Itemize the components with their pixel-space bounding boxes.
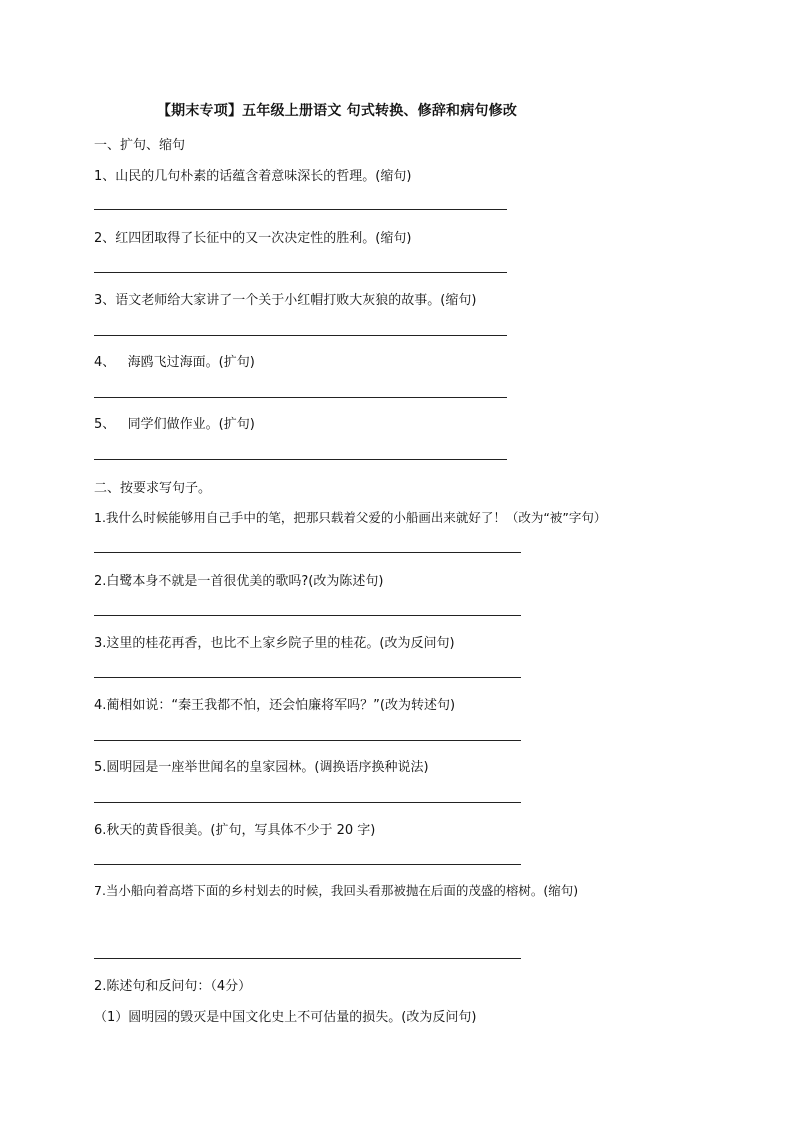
answer-line[interactable] bbox=[94, 397, 507, 398]
answer-line[interactable] bbox=[94, 864, 521, 865]
answer-line[interactable] bbox=[94, 459, 507, 460]
question-1-4: 4、 海鸥飞过海面。(扩句) bbox=[94, 355, 255, 370]
answer-line[interactable] bbox=[94, 802, 521, 803]
answer-line[interactable] bbox=[94, 677, 521, 678]
question-3-1: （1）圆明园的毁灭是中国文化史上不可估量的损失。(改为反问句) bbox=[94, 1010, 477, 1025]
answer-line[interactable] bbox=[94, 615, 521, 616]
answer-line[interactable] bbox=[94, 272, 507, 273]
question-2-6: 6.秋天的黄昏很美。(扩句，写具体不少于 20 字) bbox=[94, 823, 376, 838]
section-heading-declarative-rhetorical: 2.陈述句和反问句：（4分） bbox=[94, 979, 252, 994]
question-2-1: 1.我什么时候能够用自己手中的笔，把那只载着父爱的小船画出来就好了！（改为“被”字句） bbox=[94, 510, 607, 525]
answer-line[interactable] bbox=[94, 209, 507, 210]
section-heading-rewrite: 二、按要求写句子。 bbox=[94, 481, 212, 496]
question-2-5: 5.圆明园是一座举世闻名的皇家园林。(调换语序换种说法) bbox=[94, 760, 429, 775]
answer-line[interactable] bbox=[94, 552, 521, 553]
answer-line[interactable] bbox=[94, 740, 521, 741]
answer-line[interactable] bbox=[94, 958, 521, 959]
question-1-3: 3、语文老师给大家讲了一个关于小红帽打败大灰狼的故事。(缩句) bbox=[94, 293, 477, 308]
question-2-7: 7.当小船向着高塔下面的乡村划去的时候，我回头看那被抛在后面的茂盛的榕树。(缩句) bbox=[94, 883, 579, 898]
page-title: 【期末专项】五年级上册语文 句式转换、修辞和病句修改 bbox=[156, 103, 518, 119]
question-1-2: 2、红四团取得了长征中的又一次决定性的胜利。(缩句) bbox=[94, 231, 412, 246]
question-1-5: 5、 同学们做作业。(扩句) bbox=[94, 417, 255, 432]
section-heading-expand-condense: 一、扩句、缩句 bbox=[94, 138, 186, 153]
answer-line[interactable] bbox=[94, 335, 507, 336]
question-2-3: 3.这里的桂花再香，也比不上家乡院子里的桂花。(改为反问句) bbox=[94, 636, 455, 651]
question-1-1: 1、山民的几句朴素的话蕴含着意味深长的哲理。(缩句) bbox=[94, 169, 412, 184]
question-2-2: 2.白鹭本身不就是一首很优美的歌吗?(改为陈述句) bbox=[94, 574, 384, 589]
question-2-4: 4.蔺相如说：“秦王我都不怕，还会怕廉将军吗？”(改为转述句) bbox=[94, 698, 456, 713]
